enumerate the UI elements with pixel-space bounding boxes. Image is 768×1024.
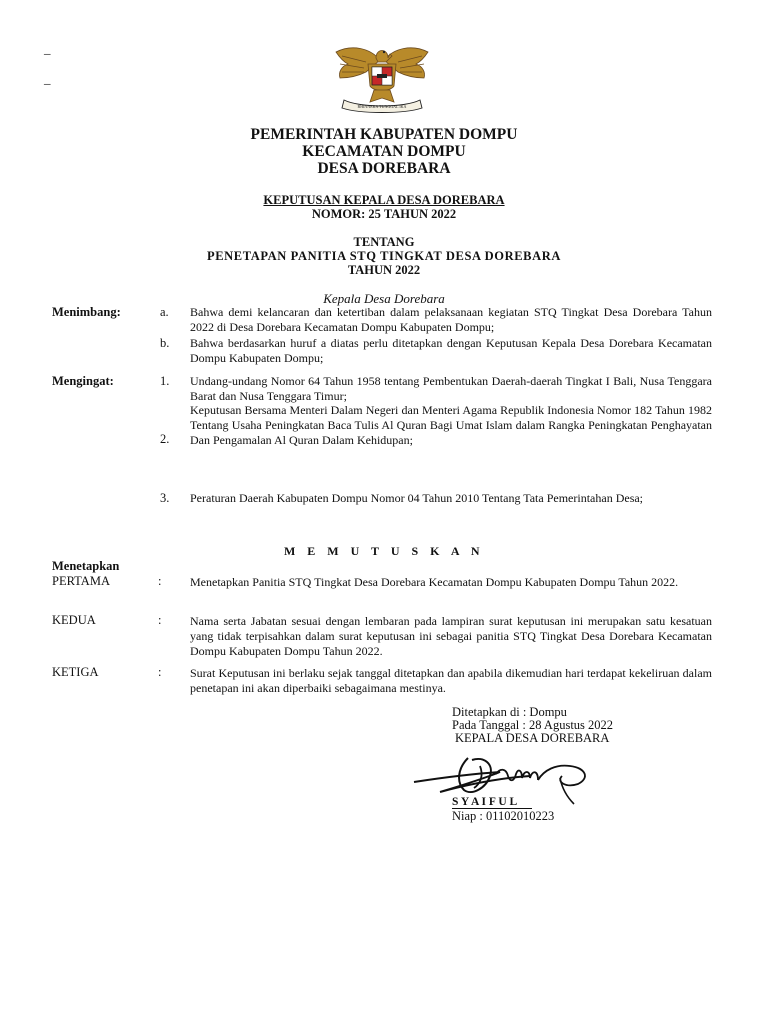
decree-subject: PENETAPAN PANITIA STQ TINGKAT DESA DOREBARA [207, 249, 561, 263]
decree-number: NOMOR: 25 TAHUN 2022 [311, 207, 457, 221]
item-marker: 1. [160, 374, 170, 388]
menimbang-label: Menimbang: [52, 305, 121, 319]
signature-date: Pada Tanggal : 28 Agustus 2022 [452, 718, 614, 732]
item-marker: 3. [160, 491, 170, 505]
colon: : [158, 613, 162, 627]
stray-mark: _ [44, 41, 51, 56]
mengingat-label: Mengingat: [52, 374, 114, 388]
kedua-text: Nama serta Jabatan sesuai dengan lembaran pada lampiran surat keputusan ini merupakan satu kesatuan yang tidak terpisahkan dalam surat keputusan ini sebagai panitia STQ Tingkat Desa Dorebara Kecamatan Dompu Kabupaten Dompu Tahun 2022. [190, 614, 712, 658]
decree-title: KEPUTUSAN KEPALA DESA DOREBARA [263, 193, 505, 207]
menetapkan-label: Menetapkan [52, 559, 120, 573]
kedua-label: KEDUA [52, 613, 96, 627]
about-heading: TENTANG [353, 235, 415, 249]
emblem-motto: BHINNEKA TUNGGAL IKA [357, 104, 407, 109]
mengingat-item-1: Undang-undang Nomor 64 Tahun 1958 tentang Pembentukan Daerah-daerah Tingkat I Bali, Nusa Tenggara Barat dan Nusa Tenggara Timur; [190, 374, 712, 403]
mengingat-item-2: Keputusan Bersama Menteri Dalam Negeri dan Menteri Agama Republik Indonesia Nomor 182 Tahun 1982 Tentang Usaha Peningkatan Baca Tulis Al Quran Bagi Umat Islam dalam Rangka Peningkatan Penghayatan Dan Pengamalan Al Quran Dalam Kehidupan; [190, 403, 712, 447]
ketiga-text: Surat Keputusan ini berlaku sejak tanggal ditetapkan dan apabila dikemudian hari terdapat kekeliruan dalam penetapan ini akan diperbaiki sebagaimana mestinya. [190, 666, 712, 695]
memutuskan-heading: M E M U T U S K A N [283, 544, 485, 558]
pertama-label: PERTAMA [52, 574, 110, 588]
item-marker: 2. [160, 432, 170, 446]
decree-subject-year: TAHUN 2022 [347, 263, 421, 277]
stray-mark: _ [44, 71, 51, 86]
mengingat-item-3: Peraturan Daerah Kabupaten Dompu Nomor 04 Tahun 2010 Tentang Tata Pemerintahan Desa; [190, 491, 644, 505]
colon: : [158, 665, 162, 679]
menimbang-item-a: Bahwa demi kelancaran dan ketertiban dalam pelaksanaan kegiatan STQ Tingkat Desa Dorebara Tahun 2022 di Desa Dorebara Kecamatan Dompu Kabupaten Dompu; [190, 305, 712, 334]
item-marker: b. [160, 336, 170, 350]
signatory-id: Niap : 01102010223 [452, 809, 555, 823]
menimbang-item-b: Bahwa berdasarkan huruf a diatas perlu ditetapkan dengan Keputusan Kepala Desa Dorebara Kecamatan Dompu Kabupaten Dompu; [190, 336, 712, 365]
item-marker: a. [160, 305, 169, 319]
authority-line: Kepala Desa Dorebara [323, 291, 445, 306]
header-line: DESA DOREBARA [317, 160, 451, 177]
garuda-pancasila-emblem-icon [330, 38, 434, 114]
header-line: KECAMATAN DOMPU [302, 143, 466, 160]
colon: : [158, 574, 162, 588]
signatory-name: S Y A I F U L [452, 796, 518, 808]
pertama-text: Menetapkan Panitia STQ Tingkat Desa Dorebara Kecamatan Dompu Kabupaten Dompu Tahun 2022. [190, 575, 679, 589]
signature-place: Ditetapkan di : Dompu [452, 705, 567, 719]
header-line: PEMERINTAH KABUPATEN DOMPU [250, 126, 518, 143]
signature-title: KEPALA DESA DOREBARA [455, 731, 610, 745]
ketiga-label: KETIGA [52, 665, 99, 679]
